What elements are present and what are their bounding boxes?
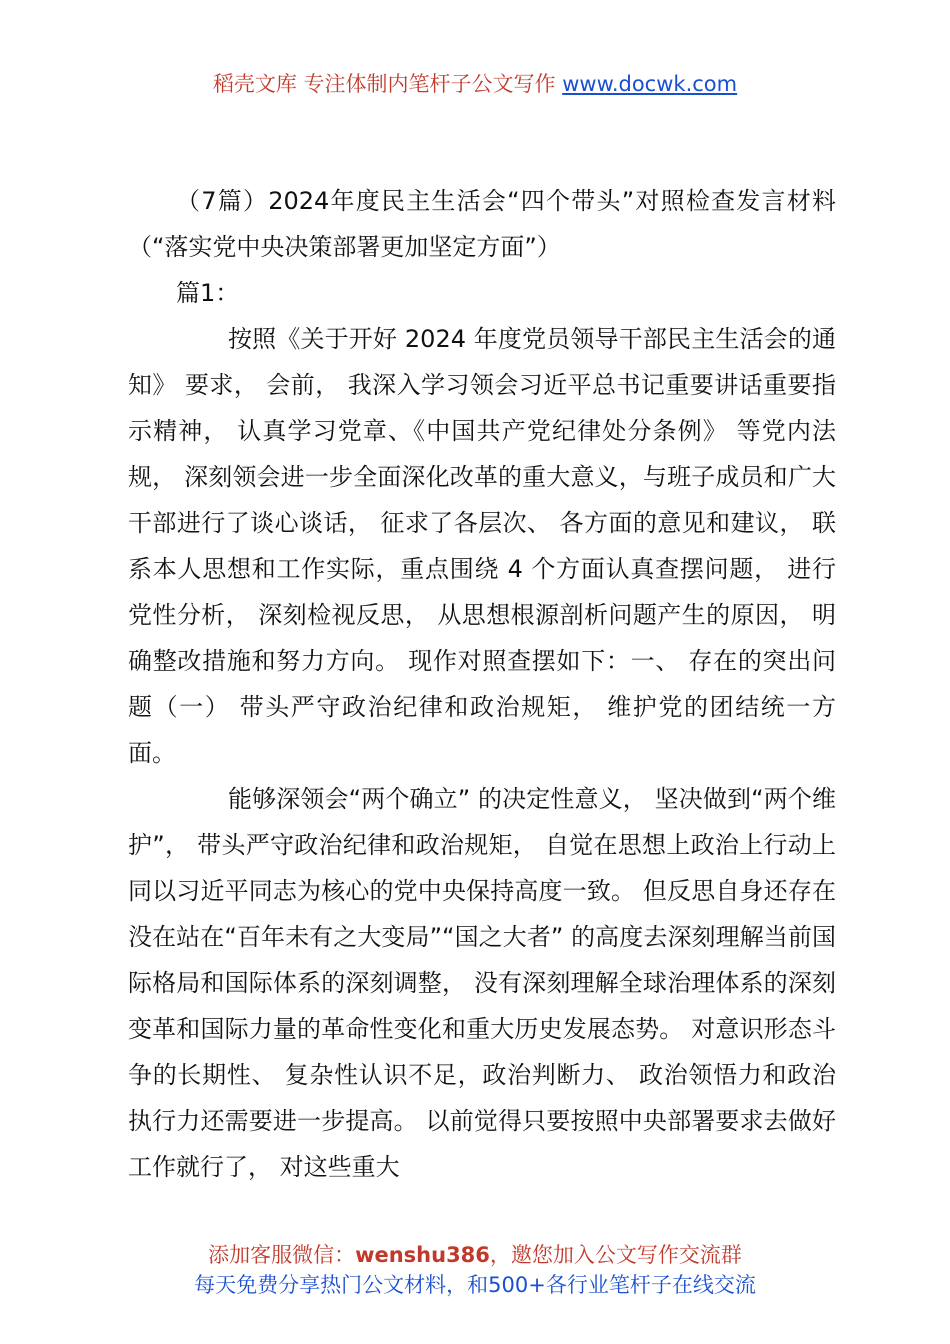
document-title: （7篇）2024年度民主生活会“四个带头”对照检查发言材料（“落实党中央决策部署更加坚定方面”） [128,187,836,261]
site-slogan: 稻壳文库 专注体制内笔杆子公文写作 [212,72,563,96]
document-body [128,178,836,1190]
site-header [0,68,950,100]
footer-wechat-line [0,1240,950,1270]
footer-wechat-suffix: ，邀您加入公文写作交流群 [489,1243,742,1267]
footer-wechat-prefix: 添加客服微信： [208,1243,356,1267]
section-label: 篇1： [176,279,240,307]
footer-wechat-id: wenshu386 [355,1243,490,1267]
footer-share-line: 每天免费分享热门公文材料，和500+各行业笔杆子在线交流 [194,1273,756,1297]
paragraph-2: 能够深领会“两个确立” 的决定性意义， 坚决做到“两个维护”， 带头严守政治纪律和政治规矩， 自觉在思想上政治上行动上同以习近平同志为核心的党中央保持高度一致。 但反思自身还存在没在站在“百年未有之大变局”“国之大者” 的高度去深刻理解当前国际格局和国际体系的深刻调整， 没有深刻理解全球治理体系的深刻变革和国际力量的革命性变化和重大历史发展态势。 对意识形态斗争的长期性、 复杂性认识不足，政治判断力、 政治领悟力和政治执行力还需要进一步提高。 以前觉得只要按照中央部署要求去做好工作就行了， 对这些重大 [128,785,836,1181]
promo-footer [0,1240,950,1300]
paragraph-1: 按照《关于开好 2024 年度党员领导干部民主生活会的通知》 要求， 会前， 我深入学习领会习近平总书记重要讲话重要指示精神， 认真学习党章、《中国共产党纪律处分条例》 等党内法规， 深刻领会进一步全面深化改革的重大意义，与班子成员和广大干部进行了谈心谈话， 征求了各层次、 各方面的意见和建议， 联系本人思想和工作实际，重点围绕 4 个方面认真查摆问题， 进行党性分析， 深刻检视反思， 从思想根源剖析问题产生的原因， 明确整改措施和努力方向。 现作对照查摆如下：一、 存在的突出问题（一） 带头严守政治纪律和政治规矩， 维护党的团结统一方面。 [128,325,836,767]
site-url-link[interactable]: www.docwk.com [562,72,738,96]
